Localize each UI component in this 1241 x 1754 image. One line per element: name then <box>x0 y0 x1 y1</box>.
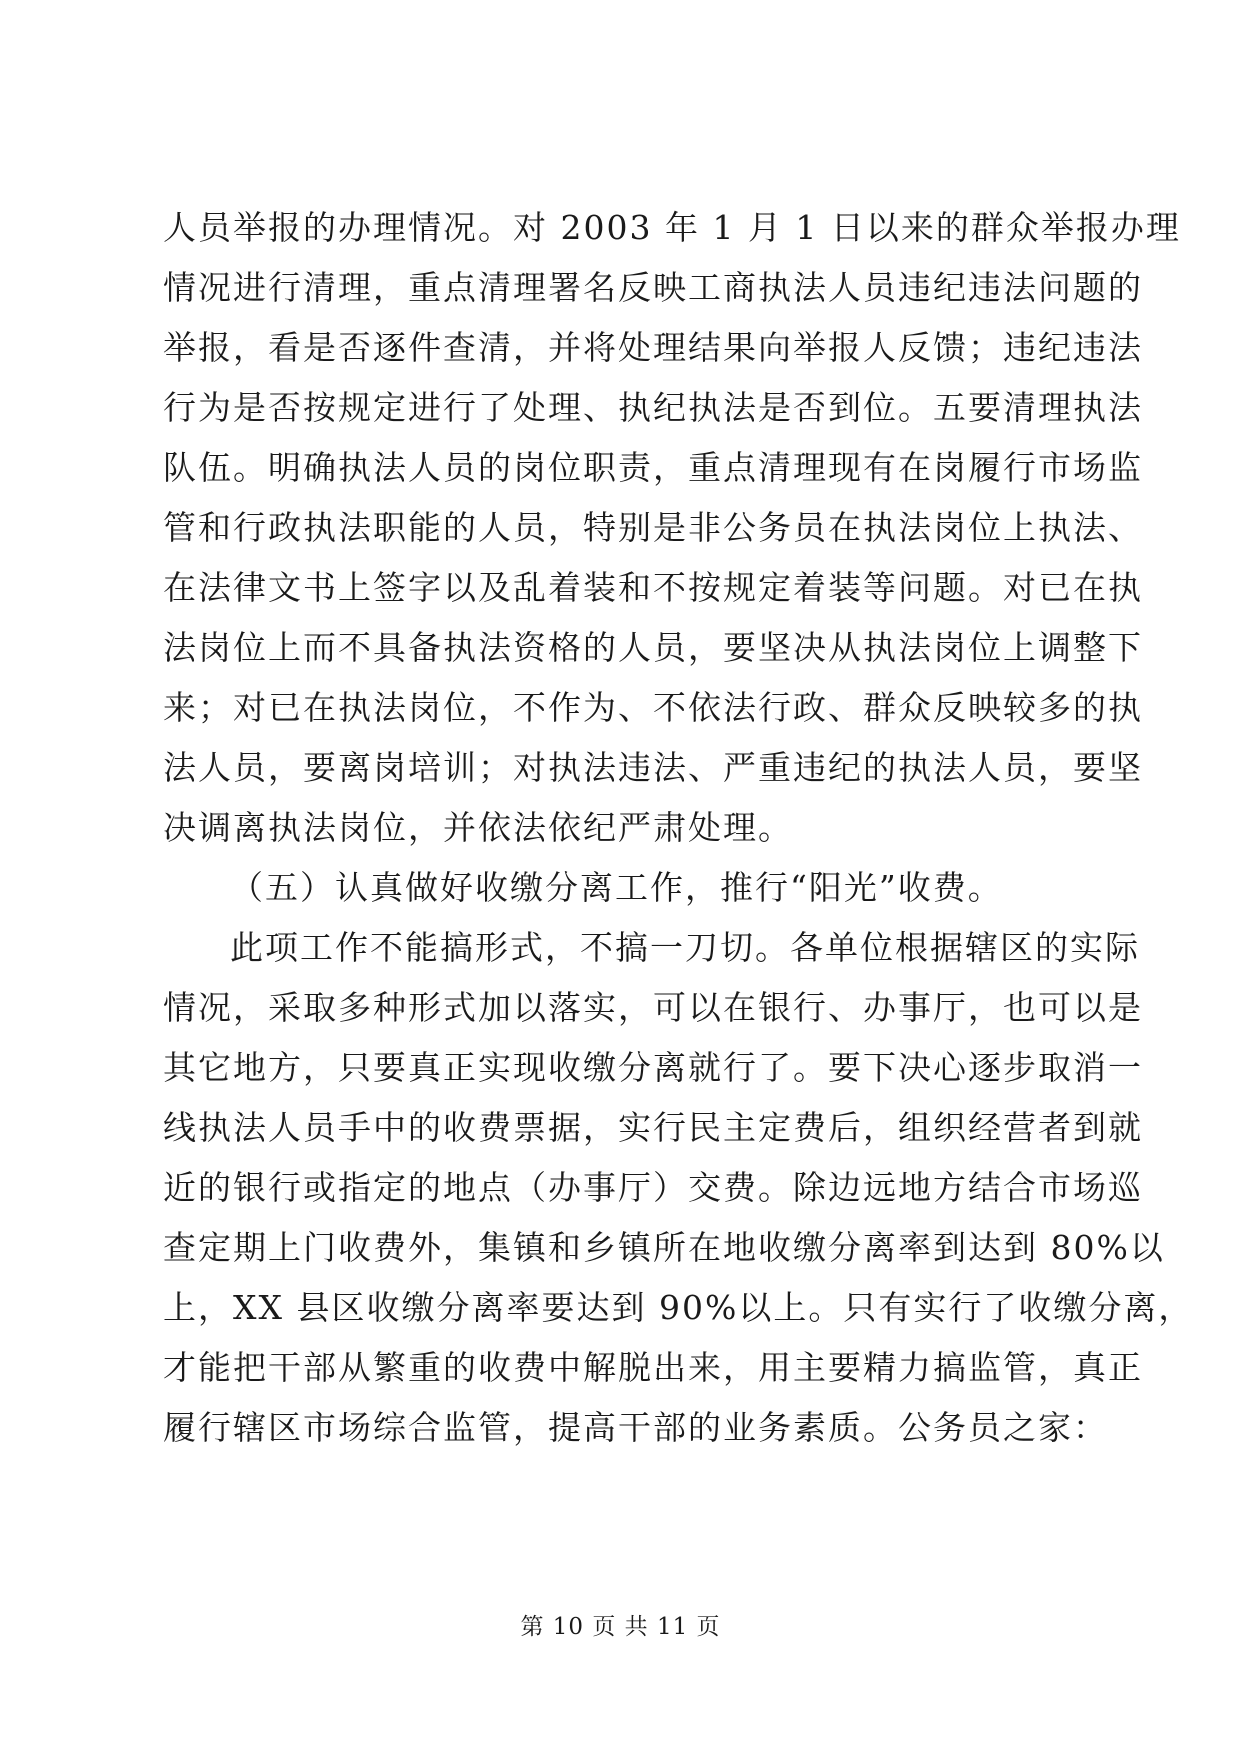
body-text-line-10: 法人员，要离岗培训；对执法违法、严重违纪的执法人员，要坚 <box>163 748 1143 787</box>
body-text-line-6: 管和行政执法职能的人员，特别是非公务员在执法岗位上执法、 <box>163 508 1143 547</box>
body-text-line-5: 队伍。明确执法人员的岗位职责，重点清理现有在岗履行市场监 <box>163 448 1143 487</box>
body-text-line-4: 行为是否按规定进行了处理、执纪执法是否到位。五要清理执法 <box>163 388 1143 427</box>
body-text-line-8: 法岗位上而不具备执法资格的人员，要坚决从执法岗位上调整下 <box>163 628 1143 667</box>
body-text-line-18: 查定期上门收费外，集镇和乡镇所在地收缴分离率到达到 80%以 <box>163 1228 1165 1267</box>
page-number-footer: 第 10 页 共 11 页 <box>520 1614 721 1640</box>
body-text-line-13: 此项工作不能搞形式，不搞一刀切。各单位根据辖区的实际 <box>230 928 1140 967</box>
body-text-line-15: 其它地方，只要真正实现收缴分离就行了。要下决心逐步取消一 <box>163 1048 1143 1087</box>
body-text-line-7: 在法律文书上签字以及乱着装和不按规定着装等问题。对已在执 <box>163 568 1143 607</box>
body-text-line-2: 情况进行清理，重点清理署名反映工商执法人员违纪违法问题的 <box>163 268 1143 307</box>
body-text-line-11: 决调离执法岗位，并依法依纪严肃处理。 <box>163 808 793 847</box>
body-text-line-16: 线执法人员手中的收费票据，实行民主定费后，组织经营者到就 <box>163 1108 1143 1147</box>
body-text-line-3: 举报，看是否逐件查清，并将处理结果向举报人反馈；违纪违法 <box>163 328 1143 367</box>
body-text-line-1: 人员举报的办理情况。对 2003 年 1 月 1 日以来的群众举报办理 <box>163 208 1181 247</box>
body-text-line-21: 履行辖区市场综合监管，提高干部的业务素质。公务员之家： <box>163 1408 1108 1447</box>
body-text-line-9: 来；对已在执法岗位，不作为、不依法行政、群众反映较多的执 <box>163 688 1143 727</box>
body-text-line-20: 才能把干部从繁重的收费中解脱出来，用主要精力搞监管，真正 <box>163 1348 1143 1387</box>
body-text-line-19: 上，XX 县区收缴分离率要达到 90%以上。只有实行了收缴分离， <box>163 1288 1194 1327</box>
section-heading: （五）认真做好收缴分离工作，推行“阳光”收费。 <box>230 868 1003 907</box>
body-text-line-14: 情况，采取多种形式加以落实，可以在银行、办事厅，也可以是 <box>163 988 1143 1027</box>
body-text-line-17: 近的银行或指定的地点（办事厅）交费。除边远地方结合市场巡 <box>163 1168 1143 1207</box>
